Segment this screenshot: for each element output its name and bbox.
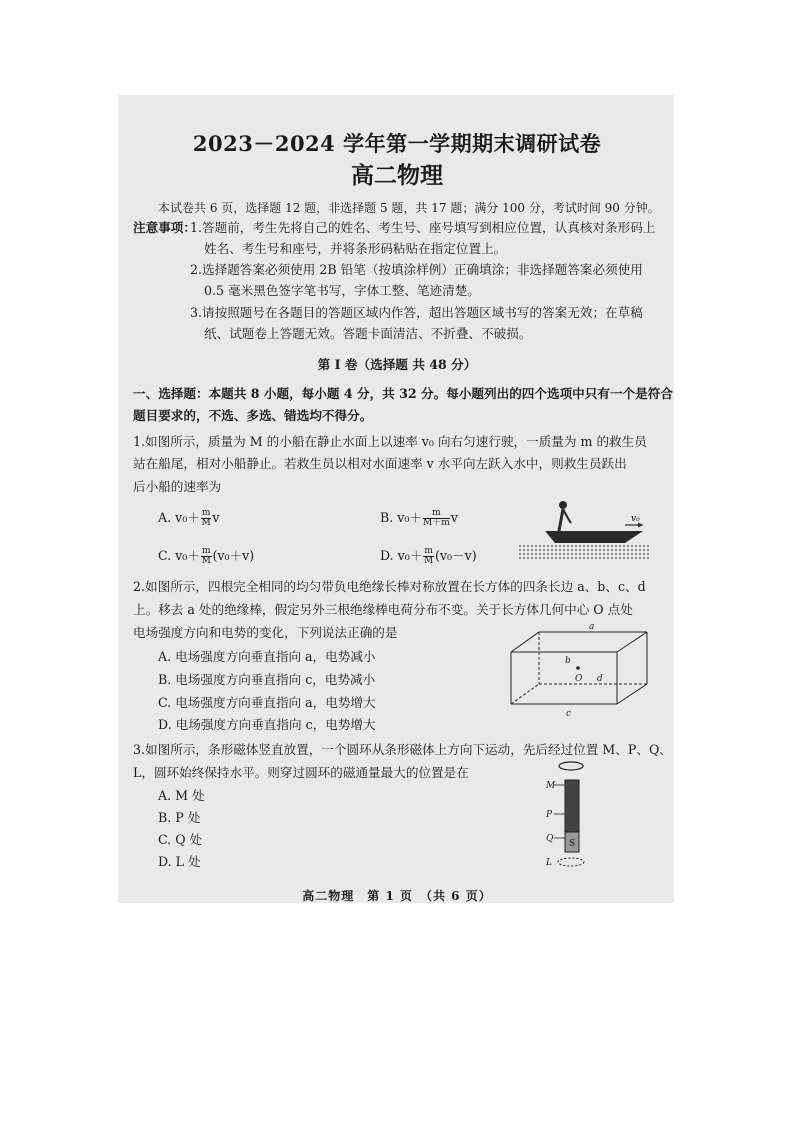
q1-stem: 站在船尾，相对小船静止。若救生员以相对水面速率 v 水平向左跃入水中，则救生员跃出 (133, 456, 627, 471)
cuboid-figure (505, 620, 655, 718)
center-label-o: O (575, 674, 583, 684)
notice-label: 注意事项： (133, 220, 196, 235)
position-label-q: Q (546, 834, 554, 844)
position-label-l: L (546, 858, 552, 868)
part-one-instruction: 题目要求的，不选、多选、错选均不得分。 (133, 408, 373, 423)
notice-line: 3.请按照题号在各题目的答题区域内作答，超出答题区域书写的答案无效；在草稿 (190, 305, 643, 320)
notice-line: 1.答题前，考生先将自己的姓名、考生号、座号填写到相应位置，认真核对条形码上 (190, 220, 656, 235)
q3-option-b: B. P 处 (158, 810, 201, 825)
velocity-label: v₀ (631, 514, 640, 524)
q1-option-a: A. v₀＋ $\frac{m}{M}$ v (158, 508, 220, 528)
q3-option-d: D. L 处 (158, 854, 201, 869)
q3-option-c: C. Q 处 (158, 832, 203, 847)
exam-subject: 高二物理 (351, 162, 443, 189)
q1-option-b: B. v₀＋ $\frac{m}{M+m}$ v (380, 508, 458, 528)
q3-option-a: A. M 处 (158, 788, 205, 803)
position-label-p: P (546, 810, 553, 820)
edge-label-b: b (565, 656, 571, 666)
exam-title: 2023－2024 学年第一学期期末调研试卷 (192, 131, 602, 156)
position-label-m: M (546, 781, 556, 791)
q2-option-d: D. 电场强度方向垂直指向 c，电势增大 (158, 717, 376, 732)
q3-stem: 3.如图所示，条形磁体竖直放置，一个圆环从条形磁体上方向下运动，先后经过位置 M、P、Q、 (133, 742, 672, 757)
page-footer: 高二物理 第 1 页 （共 6 页） (302, 889, 492, 903)
notice-line: 2.选择题答案必须使用 2B 铅笔（按填涂样例）正确填涂；非选择题答案必须使用 (190, 262, 643, 277)
notice-line: 0.5 毫米黑色签字笔书写，字体工整、笔迹清楚。 (204, 283, 480, 298)
q2-stem: 电场强度方向和电势的变化，下列说法正确的是 (133, 625, 398, 640)
exam-intro: 本试卷共 6 页，选择题 12 题，非选择题 5 题，共 17 题；满分 100 分，考试时间 90 分钟。 (158, 201, 660, 215)
pole-label-s: S (569, 839, 576, 849)
q1-stem: 后小船的速率为 (133, 479, 222, 494)
q3-stem: L，圆环始终保持水平。则穿过圆环的磁通量最大的位置是在 (133, 765, 469, 780)
notice-line: 纸、试题卷上答题无效。答题卡面清洁、不折叠、不破损。 (204, 326, 532, 341)
section-title: 第 Ⅰ 卷（选择题 共 48 分） (317, 357, 477, 372)
notice-line: 姓名、考生号和座号，并将条形码粘贴在指定位置上。 (204, 241, 507, 256)
boat-figure (515, 495, 655, 567)
q1-option-c: C. v₀＋ $\frac{m}{M}$ (v₀＋v) (158, 546, 255, 566)
q1-option-d: D. v₀＋ $\frac{m}{M}$ (v₀－v) (380, 546, 477, 566)
part-one-instruction: 一、选择题：本题共 8 小题，每小题 4 分，共 32 分。每小题列出的四个选项中只有一个是符合 (133, 386, 673, 401)
edge-label-d: d (597, 674, 603, 684)
edge-label-a: a (589, 622, 595, 632)
q2-stem: 2.如图所示，四根完全相同的均匀带负电绝缘长棒对称放置在长方体的四条长边 a、b、c、d (133, 579, 646, 594)
edge-label-c: c (566, 709, 572, 719)
q2-option-c: C. 电场强度方向垂直指向 a，电势增大 (158, 695, 376, 710)
q1-stem: 1.如图所示，质量为 M 的小船在静止水面上以速率 v₀ 向右匀速行驶，一质量为 m 的救生员 (133, 434, 647, 449)
q2-option-b: B. 电场强度方向垂直指向 c，电势减小 (158, 672, 376, 687)
q2-option-a: A. 电场强度方向垂直指向 a，电势减小 (158, 649, 376, 664)
q2-stem: 上。移去 a 处的绝缘棒，假定另外三根绝缘棒电荷分布不变。关于长方体几何中心 O 点处 (133, 602, 633, 617)
magnet-figure (545, 758, 605, 870)
